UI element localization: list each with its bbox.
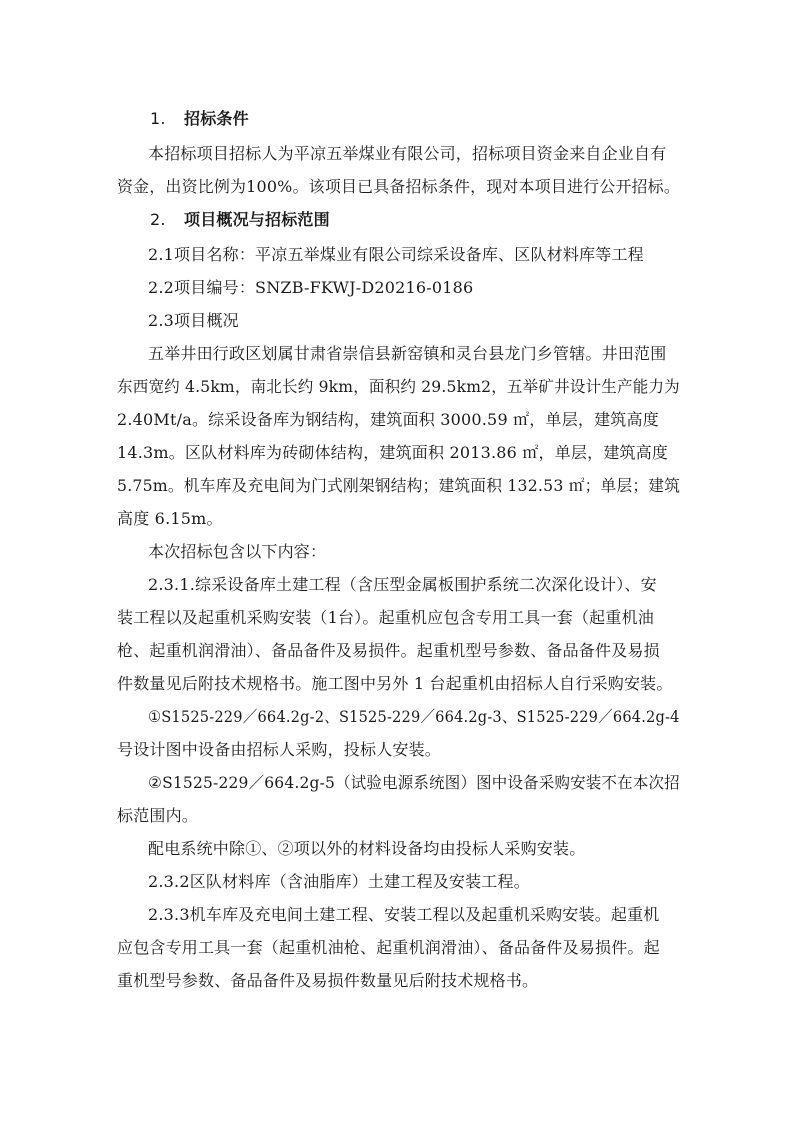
scope-1-line-2: 装工程以及起重机采购安装（1台）。起重机应包含专用工具一套（起重机油 [117, 608, 654, 627]
section-1-para-line-2: 资金，出资比例为100%。该项目已具备招标条件，现对本项目进行公开招标。 [117, 177, 680, 196]
scope-1-line-1: 2.3.1.综采设备库土建工程（含压型金属板围护系统二次深化设计）、安 [148, 575, 657, 594]
section-1-title: 招标条件 [184, 109, 249, 128]
overview-line-3: 2.40Mt/a。综采设备库为钢结构，建筑面积 3000.59 ㎡，单层，建筑高度 [117, 410, 659, 429]
scope-1-line-4: 件数量见后附技术规格书。施工图中另外 1 台起重机由招标人自行采购安装。 [117, 674, 673, 693]
project-name-line: 2.1项目名称：平凉五举煤业有限公司综采设备库、区队材料库等工程 [148, 245, 644, 264]
note-2-line-1: ②S1525-229／664.2g-5（试验电源系统图）图中设备采购安装不在本次招 [148, 773, 680, 792]
scope-2-line: 2.3.2区队材料库（含油脂库）土建工程及安装工程。 [148, 872, 530, 891]
section-1-heading [150, 109, 249, 129]
section-1-para-line-1: 本招标项目招标人为平凉五举煤业有限公司，招标项目资金来自企业自有 [148, 144, 667, 163]
project-code-line: 2.2项目编号：SNZB-FKWJ-D20216-0186 [148, 278, 474, 297]
section-1-number: 1. [150, 109, 166, 128]
section-2-title: 项目概况与招标范围 [184, 210, 330, 229]
scope-3-line-2: 应包含专用工具一套（起重机油枪、起重机润滑油）、备品备件及易损件。起 [117, 938, 660, 957]
scope-3-line-3: 重机型号参数、备品备件及易损件数量见后附技术规格书。 [117, 971, 539, 990]
scope-3-line-1: 2.3.3机车库及充电间土建工程、安装工程以及起重机采购安装。起重机 [148, 905, 660, 924]
scope-intro: 本次招标包含以下内容： [148, 542, 327, 561]
overview-line-6: 高度 6.15m。 [117, 509, 223, 528]
note-1-line-1: ①S1525-229／664.2g-2、S1525-229／664.2g-3、S1525-229／664.2g-4 [148, 707, 680, 726]
overview-line-2: 东西宽约 4.5km，南北长约 9km，面积约 29.5km2，五举矿井设计生产能力为 [117, 377, 680, 396]
project-overview-heading: 2.3项目概况 [148, 311, 239, 330]
note-3-line: 配电系统中除①、②项以外的材料设备均由投标人采购安装。 [148, 839, 586, 858]
section-2-number: 2. [150, 210, 166, 229]
overview-line-1: 五举井田行政区划属甘肃省崇信县新窑镇和灵台县龙门乡管辖。井田范围 [148, 344, 667, 363]
scope-1-line-3: 枪、起重机润滑油）、备品备件及易损件。起重机型号参数、备品备件及易损 [117, 641, 660, 660]
overview-line-4: 14.3m。区队材料库为砖砌体结构，建筑面积 2013.86 ㎡，单层，建筑高度 [117, 443, 669, 462]
note-2-line-2: 标范围内。 [117, 806, 199, 825]
section-2-heading [150, 210, 330, 230]
note-1-line-2: 号设计图中设备由招标人采购，投标人安装。 [117, 740, 442, 759]
overview-line-5: 5.75m。机车库及充电间为门式刚架钢结构；建筑面积 132.53 ㎡；单层；建筑 [117, 476, 681, 495]
